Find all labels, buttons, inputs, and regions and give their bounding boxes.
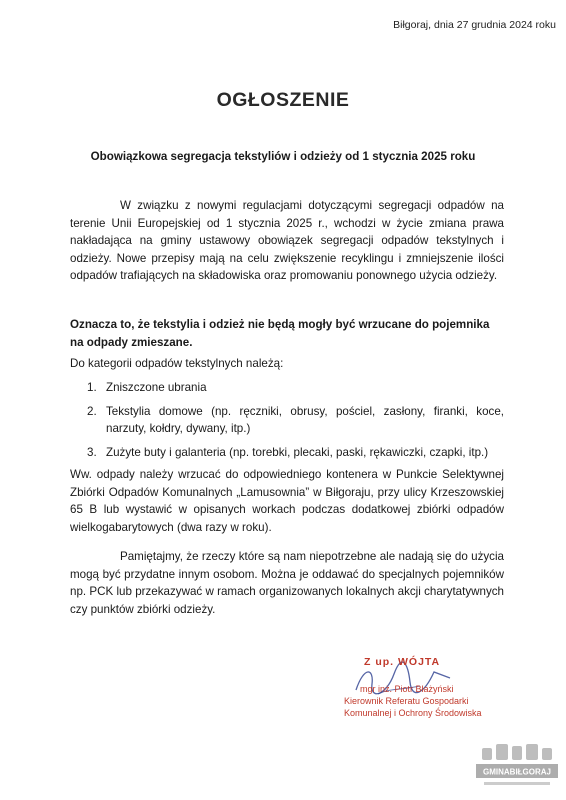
list-item-text: Tekstylia domowe (np. ręczniki, obrusy, pościel, zasłony, firanki, koce, narzuty, kołdry, dywany, itp.) (106, 404, 504, 435)
list-item-text: Zużyte buty i galanteria (np. torebki, plecaki, paski, rękawiczki, czapki, itp.) (106, 445, 489, 459)
document-title: OGŁOSZENIE (216, 89, 350, 111)
signature-block (330, 656, 540, 726)
signatory-name: mgr inż. Piotr Błażyński (360, 684, 454, 694)
signatory-role-line2: Komunalnej i Ochrony Środowiska (344, 708, 482, 718)
collection-paragraph: Ww. odpady należy wrzucać do odpowiedniego kontenera w Punkcie Selektywnej Zbiórki Odpadów Komunalnych „Lamusownia” w Biłgoraju, przy ulicy Krzeszowskiej 65 B lub wystawić w opisanych workach podczas dodatkowej zbiórki odpadów wielkogabarytowych (dwa razy w roku). (70, 468, 504, 534)
svg-text:GMINABIŁGORAJ: GMINABIŁGORAJ (483, 767, 551, 777)
intro-paragraph: W związku z nowymi regulacjami dotyczącymi segregacji odpadów na terenie Unii Europejskiej od 1 stycznia 2025 r., wchodzi w życie zmiana prawa nakładająca na gminy ustawowy obowiązek segregacji odpadów tekstylnych i odzieży. Nowe przepisy mają na celu zwiększenie recyklingu i zmniejszenie ilości odpadów trafiających na składowiska oraz promowaniu ponownego użycia odzieży. (70, 199, 504, 282)
signatory-role-line1: Kierownik Referatu Gospodarki (344, 696, 469, 706)
bold-notice: Oznacza to, że tekstylia i odzież nie będą mogły być wrzucane do pojemnika na odpady zmieszane. (70, 318, 490, 349)
stamp-authority: Z up. WÓJTA (364, 656, 441, 668)
dateline: Biłgoraj, dnia 27 grudnia 2024 roku (393, 19, 556, 31)
reuse-paragraph: Pamiętajmy, że rzeczy które są nam niepotrzebne ale nadają się do użycia mogą być przydatne innym osobom. Można je oddawać do specjalnych pojemników np. PCK lub przekazywać w ramach organizowanych lokalnych akcji charytatywnych czy punktów zbiórki odzieży. (70, 550, 504, 616)
document-subtitle: Obowiązkowa segregacja tekstyliów i odzieży od 1 stycznia 2025 roku (90, 150, 476, 163)
list-item-text: Zniszczone ubrania (106, 381, 207, 394)
list-item-number: 3. (87, 445, 97, 459)
list-item-number: 1. (87, 381, 97, 394)
gmina-bilgoraj-watermark-icon (474, 742, 560, 792)
list-item (70, 403, 504, 438)
list-item (70, 444, 504, 462)
list-item-number: 2. (87, 404, 97, 418)
list-item (70, 379, 504, 397)
categories-intro: Do kategorii odpadów tekstylnych należą: (70, 357, 284, 370)
categories-list (70, 379, 504, 467)
